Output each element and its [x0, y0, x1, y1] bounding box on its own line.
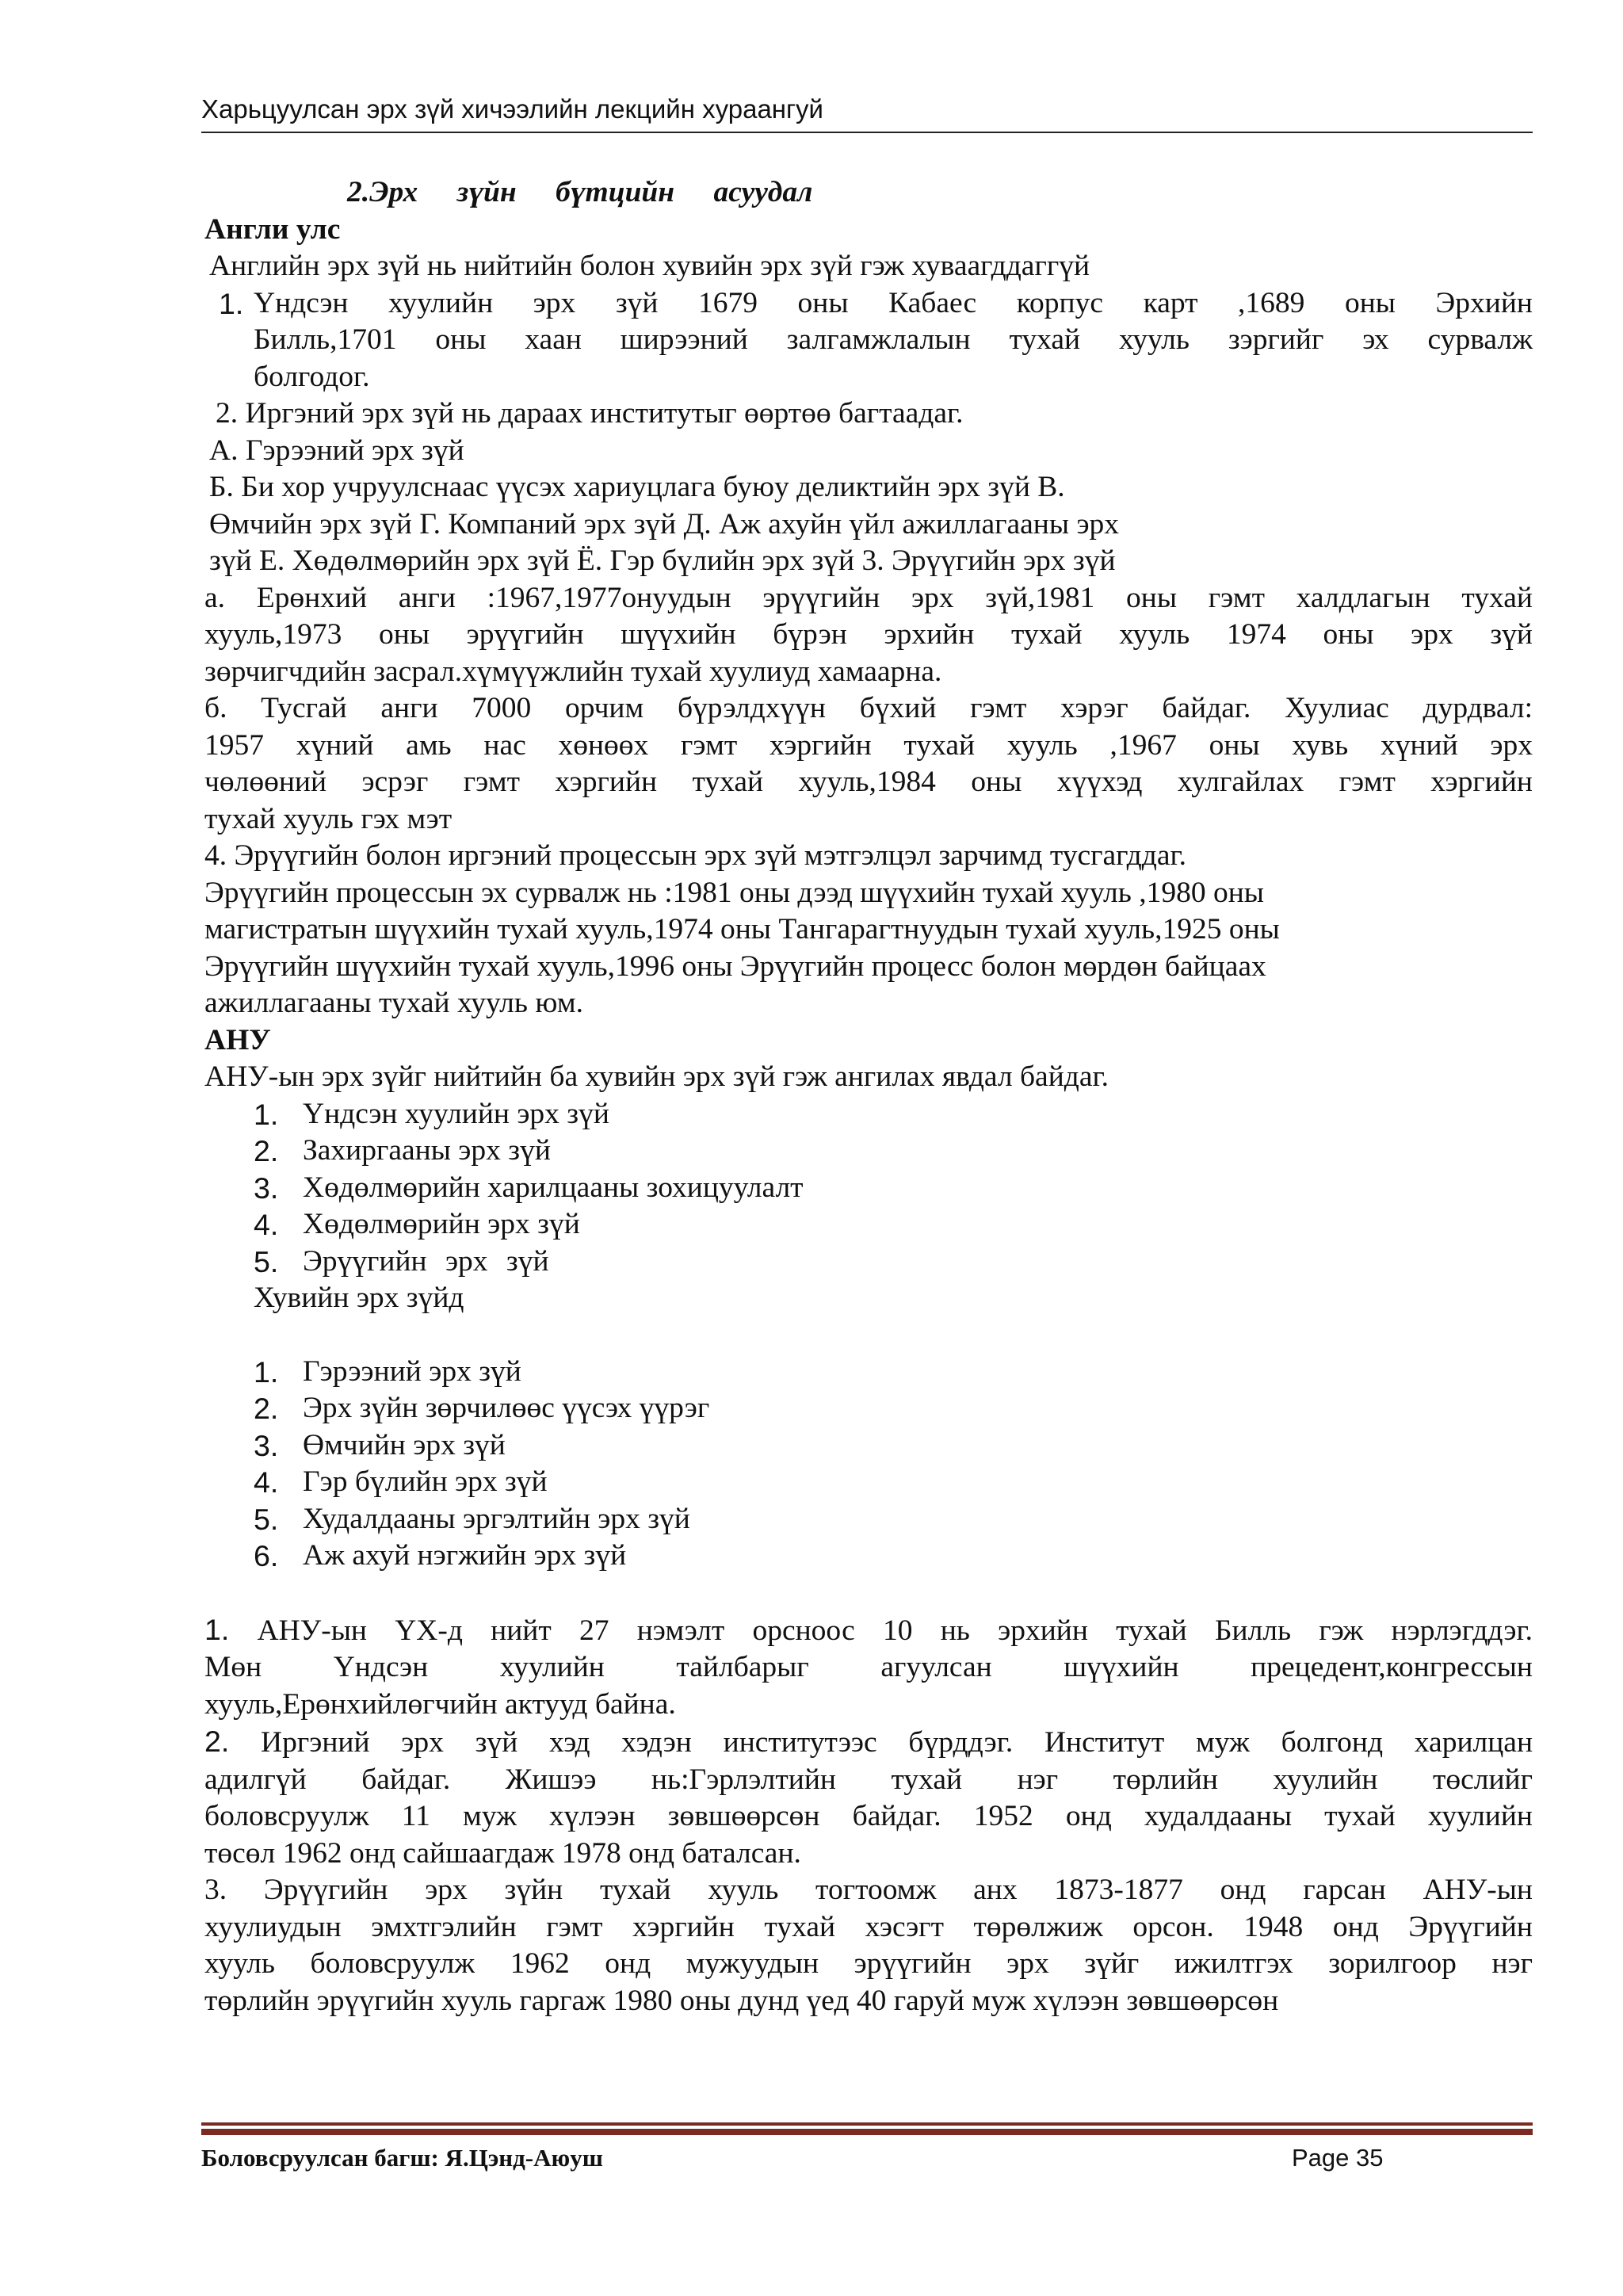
list-text: Аж ахуй нэгжийн эрх зүй	[303, 1539, 627, 1572]
list-text: Эрүүгийн эрх зүй	[303, 1244, 549, 1278]
list-number: 5.	[254, 1244, 279, 1278]
list-text: Хөдөлмөрийн эрх зүй	[303, 1208, 580, 1240]
usa-paragraph-3: 3. Эрүүгийн эрх зүйн тухай хууль тогтоомж анх 1873-1877 онд гарсан АНУ-ын	[204, 1874, 1533, 1906]
text-line: Эрүүгийн процессын эх сурвалж нь :1981 оны дээд шүүхийн тухай хууль ,1980 оны	[204, 876, 1264, 909]
private-law-heading: Хувийн эрх зүйд	[254, 1282, 464, 1314]
list-number: 2.	[254, 1392, 279, 1425]
list-text: Худалдааны эргэлтийн эрх зүй	[303, 1502, 690, 1535]
text-line: хууль,1973 оны эрүүгийн шүүхийн бүрэн эрхийн тухай хууль 1974 оны эрх зүй	[204, 618, 1533, 651]
list-item	[254, 1354, 1533, 1391]
text-line: төсөл 1962 онд сайшаагдаж 1978 онд баталсан.	[204, 1836, 801, 1870]
text-line: 1957 хүний амь нас хөнөөх гэмт хэргийн тухай хууль ,1967 оны хувь хүний эрх	[204, 728, 1533, 762]
usa-paragraph-2	[204, 1723, 1533, 1762]
footer-rule-thick	[201, 2129, 1533, 2135]
list-number: 3.	[254, 1171, 279, 1205]
list-item	[254, 1244, 1533, 1281]
list-number: 1.	[219, 286, 244, 320]
page-content	[204, 174, 1533, 2019]
usa-paragraph-1	[204, 1611, 1533, 1650]
text-line: 4. Эрүүгийн болон иргэний процессын эрх зүй мэтгэлцэл зарчимд тусгагддаг.	[204, 839, 1187, 872]
text-line: Иргэний эрх зүй хэд хэдэн институтээс бүрддэг. Институт муж болгонд харилцан	[261, 1726, 1533, 1759]
text-line: зүй Е. Хөдөлмөрийн эрх зүй Ё. Гэр бүлийн эрх зүй 3. Эрүүгийн эрх зүй	[209, 544, 1116, 577]
england-intro: Английн эрх зүй нь нийтийн болон хувийн эрх зүй гэж хуваагддаггүй	[209, 250, 1090, 282]
list-text: Эрх зүйн зөрчилөөс үүсэх үүрэг	[303, 1392, 710, 1424]
text-line: боловсруулж 11 муж хүлээн зөвшөөрсөн байдаг. 1952 онд худалдааны тухай хуулийн	[204, 1800, 1533, 1832]
text-line: АНУ-ын ҮХ-д нийт 27 нэмэлт орсноос 10 нь эрхийн тухай Билль гэж нэрлэгддэг.	[257, 1614, 1533, 1647]
page-number: Page 35	[1292, 2144, 1384, 2172]
list-number: 2.	[204, 1725, 230, 1758]
spacer	[204, 1317, 1533, 1354]
list-number: 1.	[254, 1097, 279, 1131]
text-line: хууль боловсруулж 1962 онд мужуудын эрүүгийн эрх зүйг ижилтгэх зорилгоор нэг	[204, 1947, 1533, 1980]
text-line: тухай хууль гэх мэт	[204, 802, 453, 835]
header-divider	[201, 132, 1533, 133]
england-item-1	[204, 285, 1533, 396]
list-text: Захиргааны эрх зүй	[303, 1134, 551, 1167]
text-line: Билль,1701 оны хаан ширээний залгамжлалын тухай хууль зэргийг эх сурвалж	[254, 323, 1533, 356]
list-item	[254, 1427, 1533, 1465]
england-item-2: 2. Иргэний эрх зүй нь дараах институтыг өөртөө багтаадаг.	[216, 397, 964, 430]
usa-public-law-list	[204, 1096, 1533, 1317]
list-text: Хөдөлмөрийн харилцааны зохицуулалт	[303, 1171, 804, 1204]
section-title: 2.Эрх зүйн бүтцийн асуудал	[347, 176, 813, 208]
usa-private-law-list	[204, 1354, 1533, 1575]
text-line: ажиллагааны тухай хууль юм.	[204, 987, 583, 1019]
usa-intro: АНУ-ын эрх зүйг нийтийн ба хувийн эрх зүй гэж ангилах явдал байдаг.	[204, 1060, 1109, 1093]
footer-author: Боловсруулсан багш: Я.Цэнд-Аюуш	[201, 2144, 603, 2172]
list-text: Үндсэн хуулийн эрх зүй	[303, 1097, 609, 1130]
text-line: хуулиудын эмхтгэлийн гэмт хэргийн тухай хэсэгт төрөлжиж орсон. 1948 онд Эрүүгийн	[204, 1910, 1533, 1943]
list-number: 3.	[254, 1428, 279, 1462]
list-number: 6.	[254, 1539, 279, 1572]
list-item	[254, 1390, 1533, 1427]
list-item	[254, 1501, 1533, 1538]
text-line: зөрчигчдийн засрал.хүмүүжлийн тухай хуулиуд хамаарна.	[204, 655, 942, 688]
text-line: магистратын шүүхийн тухай хууль,1974 оны Тангарагтнуудын тухай хууль,1925 оны	[204, 913, 1280, 946]
text-line: хууль,Ерөнхийлөгчийн актууд байна.	[204, 1687, 676, 1721]
list-number: 2.	[254, 1134, 279, 1167]
text-line: б. Тусгай анги 7000 орчим бүрэлдхүүн бүхий гэмт хэрэг байдаг. Хуулиас дурдвал:	[204, 692, 1533, 724]
text-line: Үндсэн хуулийн эрх зүй 1679 оны Кабаес корпус карт ,1689 оны Эрхийн	[254, 286, 1533, 319]
list-text: Гэр бүлийн эрх зүй	[303, 1465, 548, 1498]
text-line: Эрүүгийн шүүхийн тухай хууль,1996 оны Эрүүгийн процесс болон мөрдөн байцаах	[204, 949, 1266, 983]
text-line: болгодог.	[254, 360, 370, 393]
text-line: Б. Би хор учруулснаас үүсэх хариуцлага буюу деликтийн эрх зүй В.	[209, 471, 1065, 503]
list-item	[254, 1538, 1533, 1575]
running-header: Харьцуулсан эрх зүй хичээлийн лекцийн хураангуй	[201, 94, 823, 124]
list-number: 1.	[204, 1612, 230, 1646]
footer-rule-thin	[201, 2122, 1533, 2126]
text-line: а. Ерөнхий анги :1967,1977онуудын эрүүгийн эрх зүй,1981 оны гэмт халдлагын тухай	[204, 581, 1533, 614]
text-line: Өмчийн эрх зүй Г. Компаний эрх зүй Д. Аж ахуйн үйл ажиллагааны эрх	[209, 507, 1120, 541]
list-item	[254, 1464, 1533, 1501]
list-number: 4.	[254, 1208, 279, 1241]
spacer	[204, 1575, 1533, 1611]
text-line: чөлөөний эсрэг гэмт хэргийн тухай хууль,1984 оны хүүхэд хулгайлах гэмт хэргийн	[204, 766, 1533, 798]
heading-usa: АНУ	[204, 1023, 271, 1056]
list-item	[254, 1170, 1533, 1207]
england-item-2a: А. Гэрээний эрх зүй	[209, 434, 464, 467]
text-line: адилгүй байдаг. Жишээ нь:Гэрлэлтийн тухай нэг төрлийн хуулийн төслийг	[204, 1763, 1533, 1796]
text-line: Мөн Үндсэн хуулийн тайлбарыг агуулсан шүүхийн прецедент,конгрессын	[204, 1651, 1533, 1683]
text-line: төрлийн эрүүгийн хууль гаргаж 1980 оны дунд үед 40 гаруй муж хүлээн зөвшөөрсөн	[204, 1984, 1279, 2017]
list-number: 1.	[254, 1354, 279, 1389]
list-text: Өмчийн эрх зүй	[303, 1428, 506, 1461]
list-item	[254, 1133, 1533, 1170]
list-text: Гэрээний эрх зүй	[303, 1354, 521, 1388]
list-item	[254, 1096, 1533, 1133]
list-number: 5.	[254, 1502, 279, 1536]
list-item	[254, 1206, 1533, 1244]
heading-england: Англи улс	[204, 212, 341, 246]
list-number: 4.	[254, 1465, 279, 1499]
